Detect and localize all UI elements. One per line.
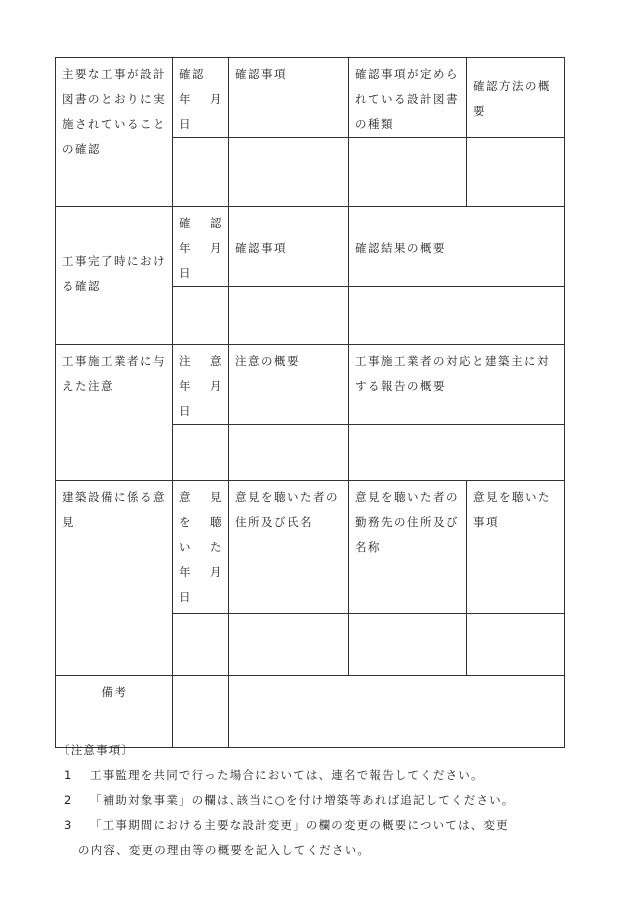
note-number: 1 xyxy=(64,768,73,782)
notes-title: 〔注意事項〕 xyxy=(58,743,135,757)
completion-check-item-header: 確認事項 xyxy=(229,207,349,287)
design-check-item-header: 確認事項 xyxy=(229,58,349,138)
design-check-method-header: 確認方法の概要 xyxy=(467,58,565,138)
completion-check-heading: 工事完了時における確認 xyxy=(56,207,173,345)
date-line: 日 xyxy=(179,404,192,418)
note-number: 2 xyxy=(64,793,73,807)
date-line: 年 月 xyxy=(179,379,223,393)
date-line: 確認 xyxy=(179,67,205,81)
date-line: 意 見 xyxy=(179,490,223,504)
completion-check-item-input[interactable] xyxy=(229,287,349,345)
caution-date-header xyxy=(173,345,229,425)
remarks-spacer-cell xyxy=(173,676,229,748)
date-line: 年 月 xyxy=(179,565,223,579)
design-check-item-input[interactable] xyxy=(229,138,349,207)
equipment-opinion-person-header: 意見を聴いた者の住所及び氏名 xyxy=(229,481,349,614)
caution-heading: 工事施工業者に与えた注意 xyxy=(56,345,173,481)
equipment-opinion-workplace-input[interactable] xyxy=(349,614,467,676)
completion-check-result-input[interactable] xyxy=(349,287,565,345)
completion-check-date-header xyxy=(173,207,229,287)
date-line: い た xyxy=(179,540,223,554)
equipment-opinion-person-input[interactable] xyxy=(229,614,349,676)
date-line: 年 月 xyxy=(179,241,223,255)
design-check-date-input[interactable] xyxy=(173,138,229,207)
note-text-continued: の内容、変更の理由等の概要を記入してください。 xyxy=(78,843,371,857)
equipment-opinion-heading: 建築設備に係る意見 xyxy=(56,481,173,676)
caution-date-input[interactable] xyxy=(173,425,229,481)
caution-response-input[interactable] xyxy=(349,425,565,481)
date-line: 注 意 xyxy=(179,354,223,368)
note-text: 工事監理を共同で行った場合においては、連名で報告してください。 xyxy=(90,768,484,782)
equipment-opinion-workplace-header: 意見を聴いた者の勤務先の住所及び名称 xyxy=(349,481,467,614)
date-line: 確 認 xyxy=(179,216,223,230)
remarks-heading: 備考 xyxy=(56,676,173,748)
design-check-docs-input[interactable] xyxy=(349,138,467,207)
design-check-date-header xyxy=(173,58,229,138)
note-item xyxy=(58,813,568,838)
design-check-heading: 主要な工事が設計図書のとおりに実施されていることの確認 xyxy=(56,58,173,207)
note-item xyxy=(58,763,568,788)
caution-response-header: 工事施工業者の対応と建築主に対する報告の概要 xyxy=(349,345,565,425)
date-line: 日 xyxy=(179,590,192,604)
completion-check-result-header: 確認結果の概要 xyxy=(349,207,565,287)
date-line: 年 月 xyxy=(179,92,223,106)
equipment-opinion-date-input[interactable] xyxy=(173,614,229,676)
design-check-docs-header: 確認事項が定められている設計図書の種類 xyxy=(349,58,467,138)
date-line: 日 xyxy=(179,117,192,131)
note-number: 3 xyxy=(64,818,73,832)
design-check-method-input[interactable] xyxy=(467,138,565,207)
equipment-opinion-matter-header: 意見を聴いた事項 xyxy=(467,481,565,614)
date-line: 日 xyxy=(179,266,192,280)
supervision-report-table xyxy=(55,57,565,748)
equipment-opinion-date-header xyxy=(173,481,229,614)
caution-summary-header: 注意の概要 xyxy=(229,345,349,425)
completion-check-date-input[interactable] xyxy=(173,287,229,345)
note-item xyxy=(58,788,568,813)
date-line: を 聴 xyxy=(179,515,223,529)
caution-summary-input[interactable] xyxy=(229,425,349,481)
notes-section xyxy=(58,738,568,863)
remarks-input[interactable] xyxy=(229,676,565,748)
equipment-opinion-matter-input[interactable] xyxy=(467,614,565,676)
note-text: 「工事期間における主要な設計変更」の欄の変更の概要については、変更 xyxy=(90,818,509,832)
note-text: 「補助対象事業」の欄は､該当に○を付け増築等あれば追記してください。 xyxy=(90,793,515,807)
